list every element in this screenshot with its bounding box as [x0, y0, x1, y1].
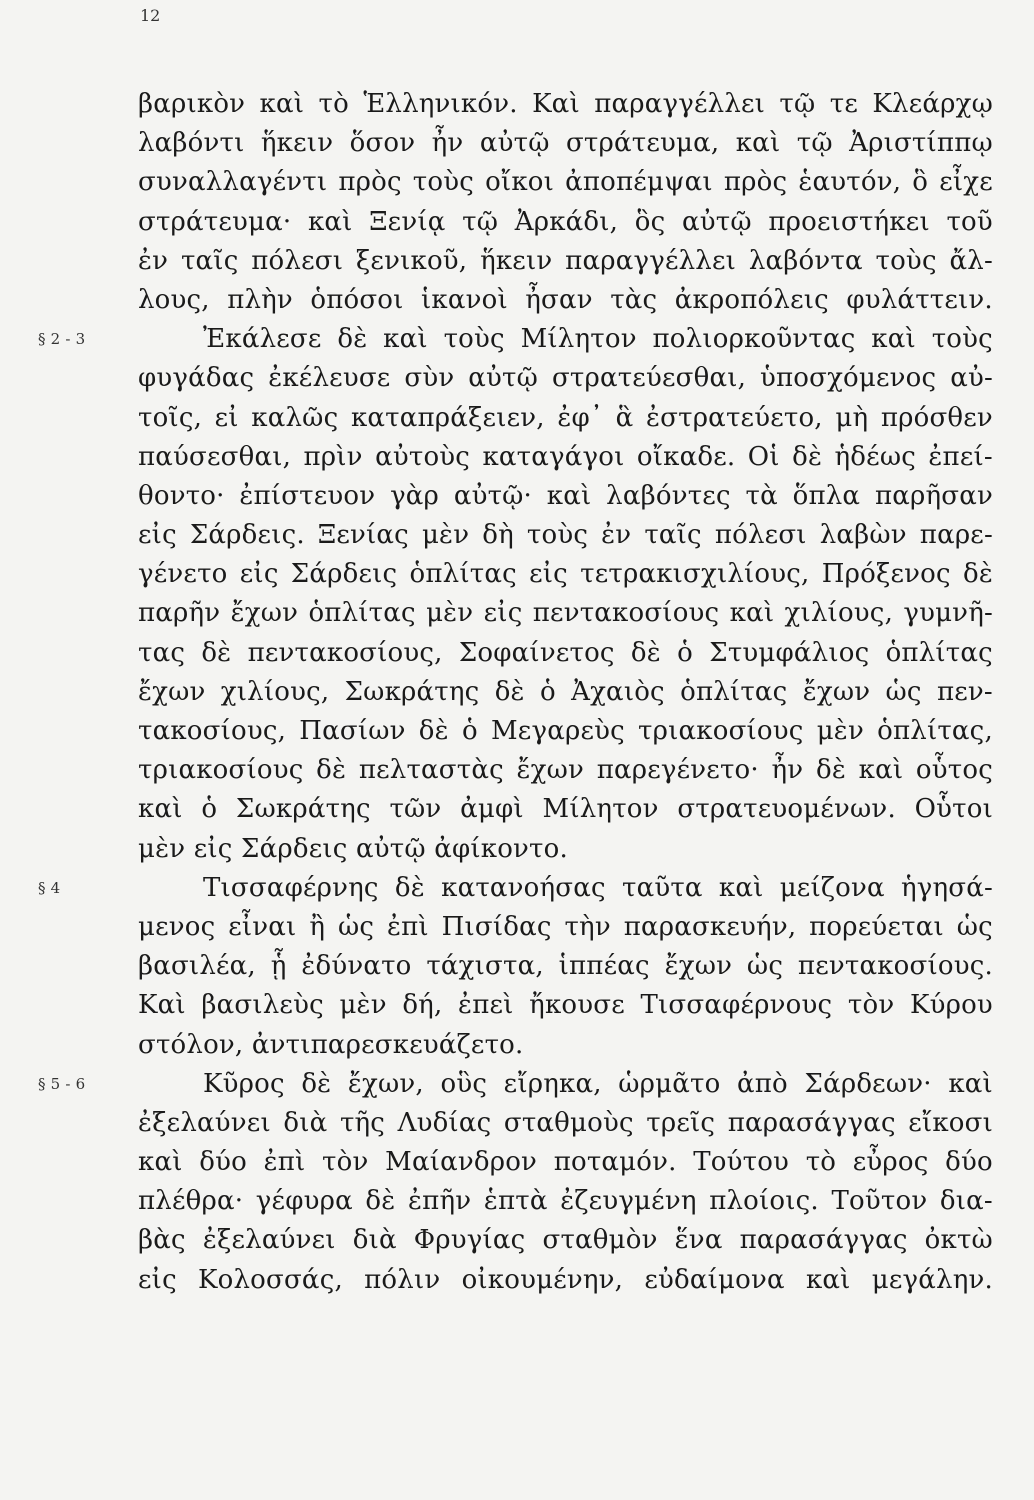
word: τὸ: [318, 89, 349, 119]
word: παρῆν: [138, 598, 221, 629]
word: μείζονα: [779, 872, 885, 903]
word: ἐπὶ: [263, 1147, 306, 1178]
word: καὶ: [735, 128, 781, 159]
word: τριακοσίους: [638, 716, 804, 746]
word: μενος: [138, 911, 216, 942]
word: ἐπῆν: [408, 1186, 472, 1217]
word: εἶχε: [939, 167, 993, 198]
text-line: [38, 869, 993, 908]
word: καὶ: [546, 480, 592, 511]
page-number: 12: [140, 6, 161, 25]
text-line: [138, 477, 993, 516]
word: αὐτοὺς: [375, 441, 471, 472]
word: τὸ: [805, 1147, 837, 1178]
word: καταγάγοι: [482, 441, 625, 472]
word: φυλάττειν.: [846, 284, 993, 315]
word: σταθμὸν: [542, 1225, 658, 1256]
text-line: [38, 320, 993, 359]
word: δὲ: [201, 637, 232, 668]
word: καὶ: [871, 324, 916, 355]
word: Φρυγίας: [413, 1225, 526, 1256]
word: καὶ: [718, 872, 764, 903]
word: πρὸς: [338, 167, 402, 198]
text-line: [138, 85, 993, 124]
word: τοῦ: [946, 206, 993, 237]
text-line: [138, 242, 993, 281]
word: παρε-: [919, 520, 993, 551]
word: μὲν: [816, 716, 864, 746]
text-line: [138, 1026, 993, 1065]
word: ὃ: [912, 167, 929, 198]
word: πόλιν: [364, 1264, 441, 1295]
word: ὁπλίτας: [680, 676, 788, 707]
word: διὰ: [283, 1107, 328, 1138]
text-line: [138, 1104, 993, 1143]
word: καὶ: [138, 1147, 183, 1178]
word: παρασκευήν,: [623, 911, 797, 942]
line-text: μὲν εἰς Σάρδεις αὐτῷ ἀφίκοντο.: [138, 833, 568, 864]
word: ἑπτὰ: [483, 1186, 548, 1217]
word: πολιορκοῦντας: [652, 324, 856, 355]
text-line: [138, 830, 993, 869]
word: Καὶ: [138, 990, 186, 1021]
word: εἰς: [138, 520, 177, 551]
word: Ἐκάλεσε: [203, 324, 322, 355]
word: πεντακοσίους,: [247, 637, 443, 668]
word: δὲ: [962, 559, 993, 590]
word: μὲν: [426, 598, 474, 629]
word: ὅπλα: [792, 480, 861, 511]
word: φυγάδας: [138, 363, 255, 394]
word: ὡρμᾶτο: [618, 1068, 721, 1099]
word: ἐν: [138, 245, 169, 276]
word: ἕνα: [674, 1225, 723, 1256]
word: εἰ: [214, 402, 239, 433]
word: παρασάγγας: [739, 1225, 908, 1256]
text-line: [138, 947, 993, 986]
word: λαβόντι: [138, 128, 245, 159]
greek-text-body: [38, 85, 993, 1300]
word: ἐξελαύνει: [202, 1225, 336, 1256]
word: πλοίοις.: [709, 1186, 819, 1217]
word: δια-: [939, 1186, 993, 1217]
word: πορεύεται: [809, 911, 944, 942]
word: πόλεσι: [714, 520, 807, 551]
word: τὰς: [610, 284, 658, 315]
section-marker: § 2 - 3: [38, 330, 86, 349]
word: ἃ: [615, 402, 634, 433]
word: στράτευμα,: [565, 128, 720, 159]
word: τρεῖς: [646, 1107, 716, 1138]
word: ἤκουσε: [529, 990, 625, 1021]
word: ἐπεί-: [928, 441, 993, 472]
word: ἥκειν: [480, 245, 553, 276]
word: Κλεάρχῳ: [872, 89, 993, 119]
word: ὑποσχόμενος: [759, 363, 937, 394]
word: μὲν: [421, 520, 470, 551]
word: οὓς: [440, 1068, 488, 1099]
word: δὲ: [792, 441, 823, 472]
word: δὲ: [337, 324, 368, 355]
word: ὁ: [539, 676, 556, 707]
word: λους,: [138, 284, 210, 315]
word: εἰς: [483, 598, 523, 629]
text-line: [138, 1182, 993, 1221]
word: τε: [829, 89, 859, 119]
word: Σωκράτης: [344, 676, 480, 707]
text-line: [138, 751, 993, 790]
word: Ξενίας: [317, 520, 409, 551]
word: ἦν: [771, 755, 804, 786]
text-line: [138, 281, 993, 320]
text-line: [138, 1143, 993, 1182]
word: Οὗτοι: [914, 794, 993, 825]
word: ὡς: [337, 911, 375, 942]
word: δὲ: [365, 1186, 396, 1217]
word: Σοφαίνετος: [458, 637, 615, 668]
word: ταῖς: [644, 520, 702, 551]
text-line: [138, 1261, 993, 1300]
text-line: [138, 634, 993, 673]
word: γυμνῆ-: [903, 598, 993, 629]
word: δὲ: [494, 676, 525, 707]
word: Τισσαφέρνους: [640, 990, 833, 1021]
word: Πισίδας: [441, 911, 552, 942]
word: τοὺς: [526, 520, 589, 551]
word: τῷ: [462, 206, 499, 237]
word: ὁπλίτας: [409, 559, 517, 590]
word: καταπράξειεν,: [350, 402, 545, 433]
word: βαρικὸν: [138, 89, 246, 119]
word: ἄλ-: [949, 245, 993, 276]
word: πρὸς: [723, 167, 788, 198]
word: πλέθρα·: [138, 1186, 244, 1217]
word: Μίλητον: [520, 324, 637, 355]
word: δὲ: [394, 872, 425, 903]
word: ταῦτα: [621, 872, 703, 903]
word: παύσεσθαι,: [138, 441, 292, 472]
word: σταθμοὺς: [503, 1107, 634, 1138]
word: ἐφ᾽: [557, 402, 604, 433]
word: δὲ: [316, 755, 347, 786]
word: εἴρηκα,: [503, 1068, 602, 1099]
word: ὡς: [885, 676, 922, 707]
word: γὰρ: [390, 480, 440, 511]
word: παραγγέλλει: [565, 245, 737, 276]
line-text: στόλον, ἀντιπαρεσκευάζετο.: [138, 1029, 524, 1060]
word: εὖρος: [852, 1147, 929, 1178]
word: τάχιστα,: [426, 951, 544, 982]
word: ἑαυτόν,: [798, 167, 902, 198]
word: τὰ: [745, 480, 778, 511]
word: Πασίων: [299, 716, 406, 746]
word: οἰκουμένην,: [461, 1264, 624, 1295]
word: καὶ: [383, 324, 428, 355]
word: Κύρου: [909, 990, 993, 1021]
word: δὴ: [482, 520, 514, 551]
word: λαβὼν: [819, 520, 907, 551]
word: χιλίους,: [784, 598, 894, 629]
word: ποταμόν.: [553, 1147, 677, 1178]
word: δὲ: [815, 755, 846, 786]
word: πεντακοσίους.: [797, 951, 993, 982]
text-line: [138, 1221, 993, 1260]
word: Μίλητον: [542, 794, 659, 825]
word: ἐστρατεύετο,: [646, 402, 823, 433]
word: τὸν: [322, 1147, 369, 1178]
word: ὀκτὼ: [924, 1225, 993, 1256]
word: ὁπλίτας,: [877, 716, 993, 746]
word: Μαίανδρον: [385, 1147, 538, 1178]
word: τριακοσίους: [138, 755, 304, 786]
word: καὶ: [948, 1068, 993, 1099]
word: οἴκαδε.: [636, 441, 736, 472]
word: ὁ: [461, 716, 478, 746]
text-line: [138, 163, 993, 202]
word: σὺν: [404, 363, 455, 394]
word: εὐδαίμονα: [644, 1264, 785, 1295]
word: εἰς: [138, 1264, 177, 1295]
word: χιλίους,: [220, 676, 330, 707]
word: τοὺς: [443, 324, 505, 355]
word: δὲ: [301, 1068, 332, 1099]
word: πρόσθεν: [880, 402, 993, 433]
word: παραγγέλλει: [594, 89, 766, 119]
word: ἔχων: [802, 676, 871, 707]
word: τῶν: [389, 794, 442, 825]
word: Ἀριστίππῳ: [849, 128, 993, 159]
word: ἀκροπόλεις: [674, 284, 829, 315]
word: στρατευομένων.: [677, 794, 896, 825]
text-line: [38, 1065, 993, 1104]
word: ἡδέως: [834, 441, 916, 472]
word: παρεγένετο·: [596, 755, 759, 786]
word: ὁ: [201, 794, 218, 825]
word: ἥκειν: [260, 128, 334, 159]
word: αὐ-: [950, 363, 993, 394]
word: ἔχων: [230, 598, 299, 629]
word: Ἀχαιὸς: [571, 676, 665, 707]
word: δή,: [402, 990, 443, 1021]
word: ἐπὶ: [386, 911, 429, 942]
word: ἐδύνατο: [301, 951, 412, 982]
word: πεν-: [936, 676, 993, 707]
word: παρῆσαν: [874, 480, 993, 511]
text-line: [138, 516, 993, 555]
word: αὐτῷ: [468, 363, 539, 394]
word: στρατεύεσθαι,: [551, 363, 747, 394]
section-marker: § 4: [38, 878, 61, 897]
word: εἰς: [529, 559, 568, 590]
word: τῷ: [779, 89, 816, 119]
word: Ξενίᾳ: [369, 206, 446, 237]
word: τοῖς,: [138, 402, 203, 433]
word: ἐπεὶ: [458, 990, 514, 1021]
word: Σάρδεων·: [804, 1068, 932, 1099]
word: εἰς: [239, 559, 279, 590]
text-line: [138, 438, 993, 477]
word: πελταστὰς: [358, 755, 504, 786]
word: ἐζευγμένη: [560, 1186, 697, 1217]
word: Σάρδεις: [290, 559, 398, 590]
word: πόλεσι: [251, 245, 344, 276]
word: Ἀρκάδι,: [514, 206, 619, 237]
word: Οἱ: [747, 441, 780, 472]
word: οὗτος: [915, 755, 993, 786]
text-line: [138, 203, 993, 242]
text-line: [138, 399, 993, 438]
word: λαβόντες: [606, 480, 731, 511]
word: πρὶν: [303, 441, 363, 472]
word: Πρόξενος: [821, 559, 951, 590]
word: Κολοσσάς,: [198, 1264, 343, 1295]
word: προειστήκει: [768, 206, 930, 237]
word: ἡγησά-: [900, 872, 993, 903]
word: ἀπὸ: [737, 1068, 788, 1099]
word: παρασάγγας: [727, 1107, 896, 1138]
text-line: [138, 124, 993, 163]
word: κατανοήσας: [441, 872, 606, 903]
word: δύο: [945, 1147, 993, 1178]
word: ἔχων: [664, 951, 733, 982]
word: καὶ: [259, 89, 305, 119]
word: διὰ: [352, 1225, 397, 1256]
word: τοὺς: [412, 167, 474, 198]
word: δὲ: [418, 716, 449, 746]
word: ὁπλίτας: [885, 637, 993, 668]
word: αὐτῷ: [681, 206, 752, 237]
word: τῆς: [339, 1107, 386, 1138]
word: ἦσαν: [525, 284, 593, 315]
word: πλὴν: [227, 284, 293, 315]
word: δύο: [199, 1147, 247, 1178]
word: πεντακοσίους: [532, 598, 720, 629]
word: Μεγαρεὺς: [490, 716, 625, 746]
word: εἶναι: [228, 911, 297, 942]
word: βὰς: [138, 1225, 186, 1256]
word: καὶ: [858, 755, 904, 786]
word: ἔχων,: [347, 1068, 424, 1099]
word: καὶ: [805, 1264, 851, 1295]
word: Ἑλληνικόν.: [363, 89, 518, 119]
word: τας: [138, 637, 186, 668]
word: ὅσον: [349, 128, 416, 159]
word: τῷ: [796, 128, 833, 159]
word: βασιλέα,: [138, 951, 256, 982]
word: μεγάλην.: [871, 1264, 993, 1295]
word: Κῦρος: [203, 1068, 285, 1099]
word: τοὺς: [875, 245, 937, 276]
word: γένετο: [138, 559, 228, 590]
word: ἔχων: [138, 676, 206, 707]
text-line: [138, 555, 993, 594]
word: τὴν: [564, 911, 611, 942]
text-line: [138, 359, 993, 398]
word: συναλλαγέντι: [138, 167, 328, 198]
word: Σωκράτης: [235, 794, 371, 825]
word: Τούτου: [693, 1147, 790, 1178]
word: ἔχων: [516, 755, 585, 786]
word: Σάρδεις.: [189, 520, 305, 551]
text-line: [138, 908, 993, 947]
word: μὴ: [835, 402, 869, 433]
word: ἀποπέμψαι: [565, 167, 713, 198]
word: ἐπίστευον: [239, 480, 376, 511]
word: ὁπόσοι: [310, 284, 404, 315]
word: ἀμφὶ: [460, 794, 524, 825]
word: δὲ: [630, 637, 661, 668]
word: στράτευμα·: [138, 206, 292, 237]
word: καὶ: [729, 598, 775, 629]
word: ἱππέας: [558, 951, 650, 982]
word: ἐν: [601, 520, 632, 551]
word: ὡς: [746, 951, 784, 982]
word: ᾗ: [270, 951, 287, 982]
word: ὃς: [634, 206, 666, 237]
word: τὸν: [847, 990, 895, 1021]
word: ἐξελαύνει: [138, 1107, 271, 1138]
word: ἱκανοὶ: [420, 284, 508, 315]
word: τακοσίους,: [138, 716, 287, 746]
word: ὁπλίτας: [308, 598, 416, 629]
word: τετρακισχιλίους,: [580, 559, 810, 590]
word: αὐτῷ·: [453, 480, 533, 511]
text-line: [138, 594, 993, 633]
word: ξενικοῦ,: [355, 245, 468, 276]
word: Τοῦτον: [831, 1186, 928, 1217]
word: λαβόντα: [748, 245, 863, 276]
word: ὁ: [677, 637, 694, 668]
text-line: [138, 673, 993, 712]
word: εἴκοσι: [908, 1107, 993, 1138]
word: ὡς: [956, 911, 993, 942]
word: καὶ: [307, 206, 353, 237]
text-line: [138, 986, 993, 1025]
word: αὐτῷ: [479, 128, 550, 159]
word: καλῶς: [251, 402, 339, 433]
word: Τισσαφέρνης: [203, 872, 379, 903]
word: θοντο·: [138, 480, 225, 511]
word: γέφυρα: [255, 1186, 353, 1217]
word: μὲν: [339, 990, 387, 1021]
word: βασιλεὺς: [201, 990, 324, 1021]
word: τοὺς: [931, 324, 993, 355]
word: ἐκέλευσε: [268, 363, 391, 394]
word: ταῖς: [180, 245, 239, 276]
word: Λυδίας: [397, 1107, 492, 1138]
word: ἢ: [309, 911, 326, 942]
word: Στυμφάλιος: [709, 637, 870, 668]
word: ἦν: [431, 128, 464, 159]
text-line: [138, 790, 993, 829]
word: οἴκοι: [485, 167, 555, 198]
word: καὶ: [138, 794, 183, 825]
section-marker: § 5 - 6: [38, 1074, 86, 1093]
word: Καὶ: [532, 89, 580, 119]
text-line: [138, 712, 993, 751]
